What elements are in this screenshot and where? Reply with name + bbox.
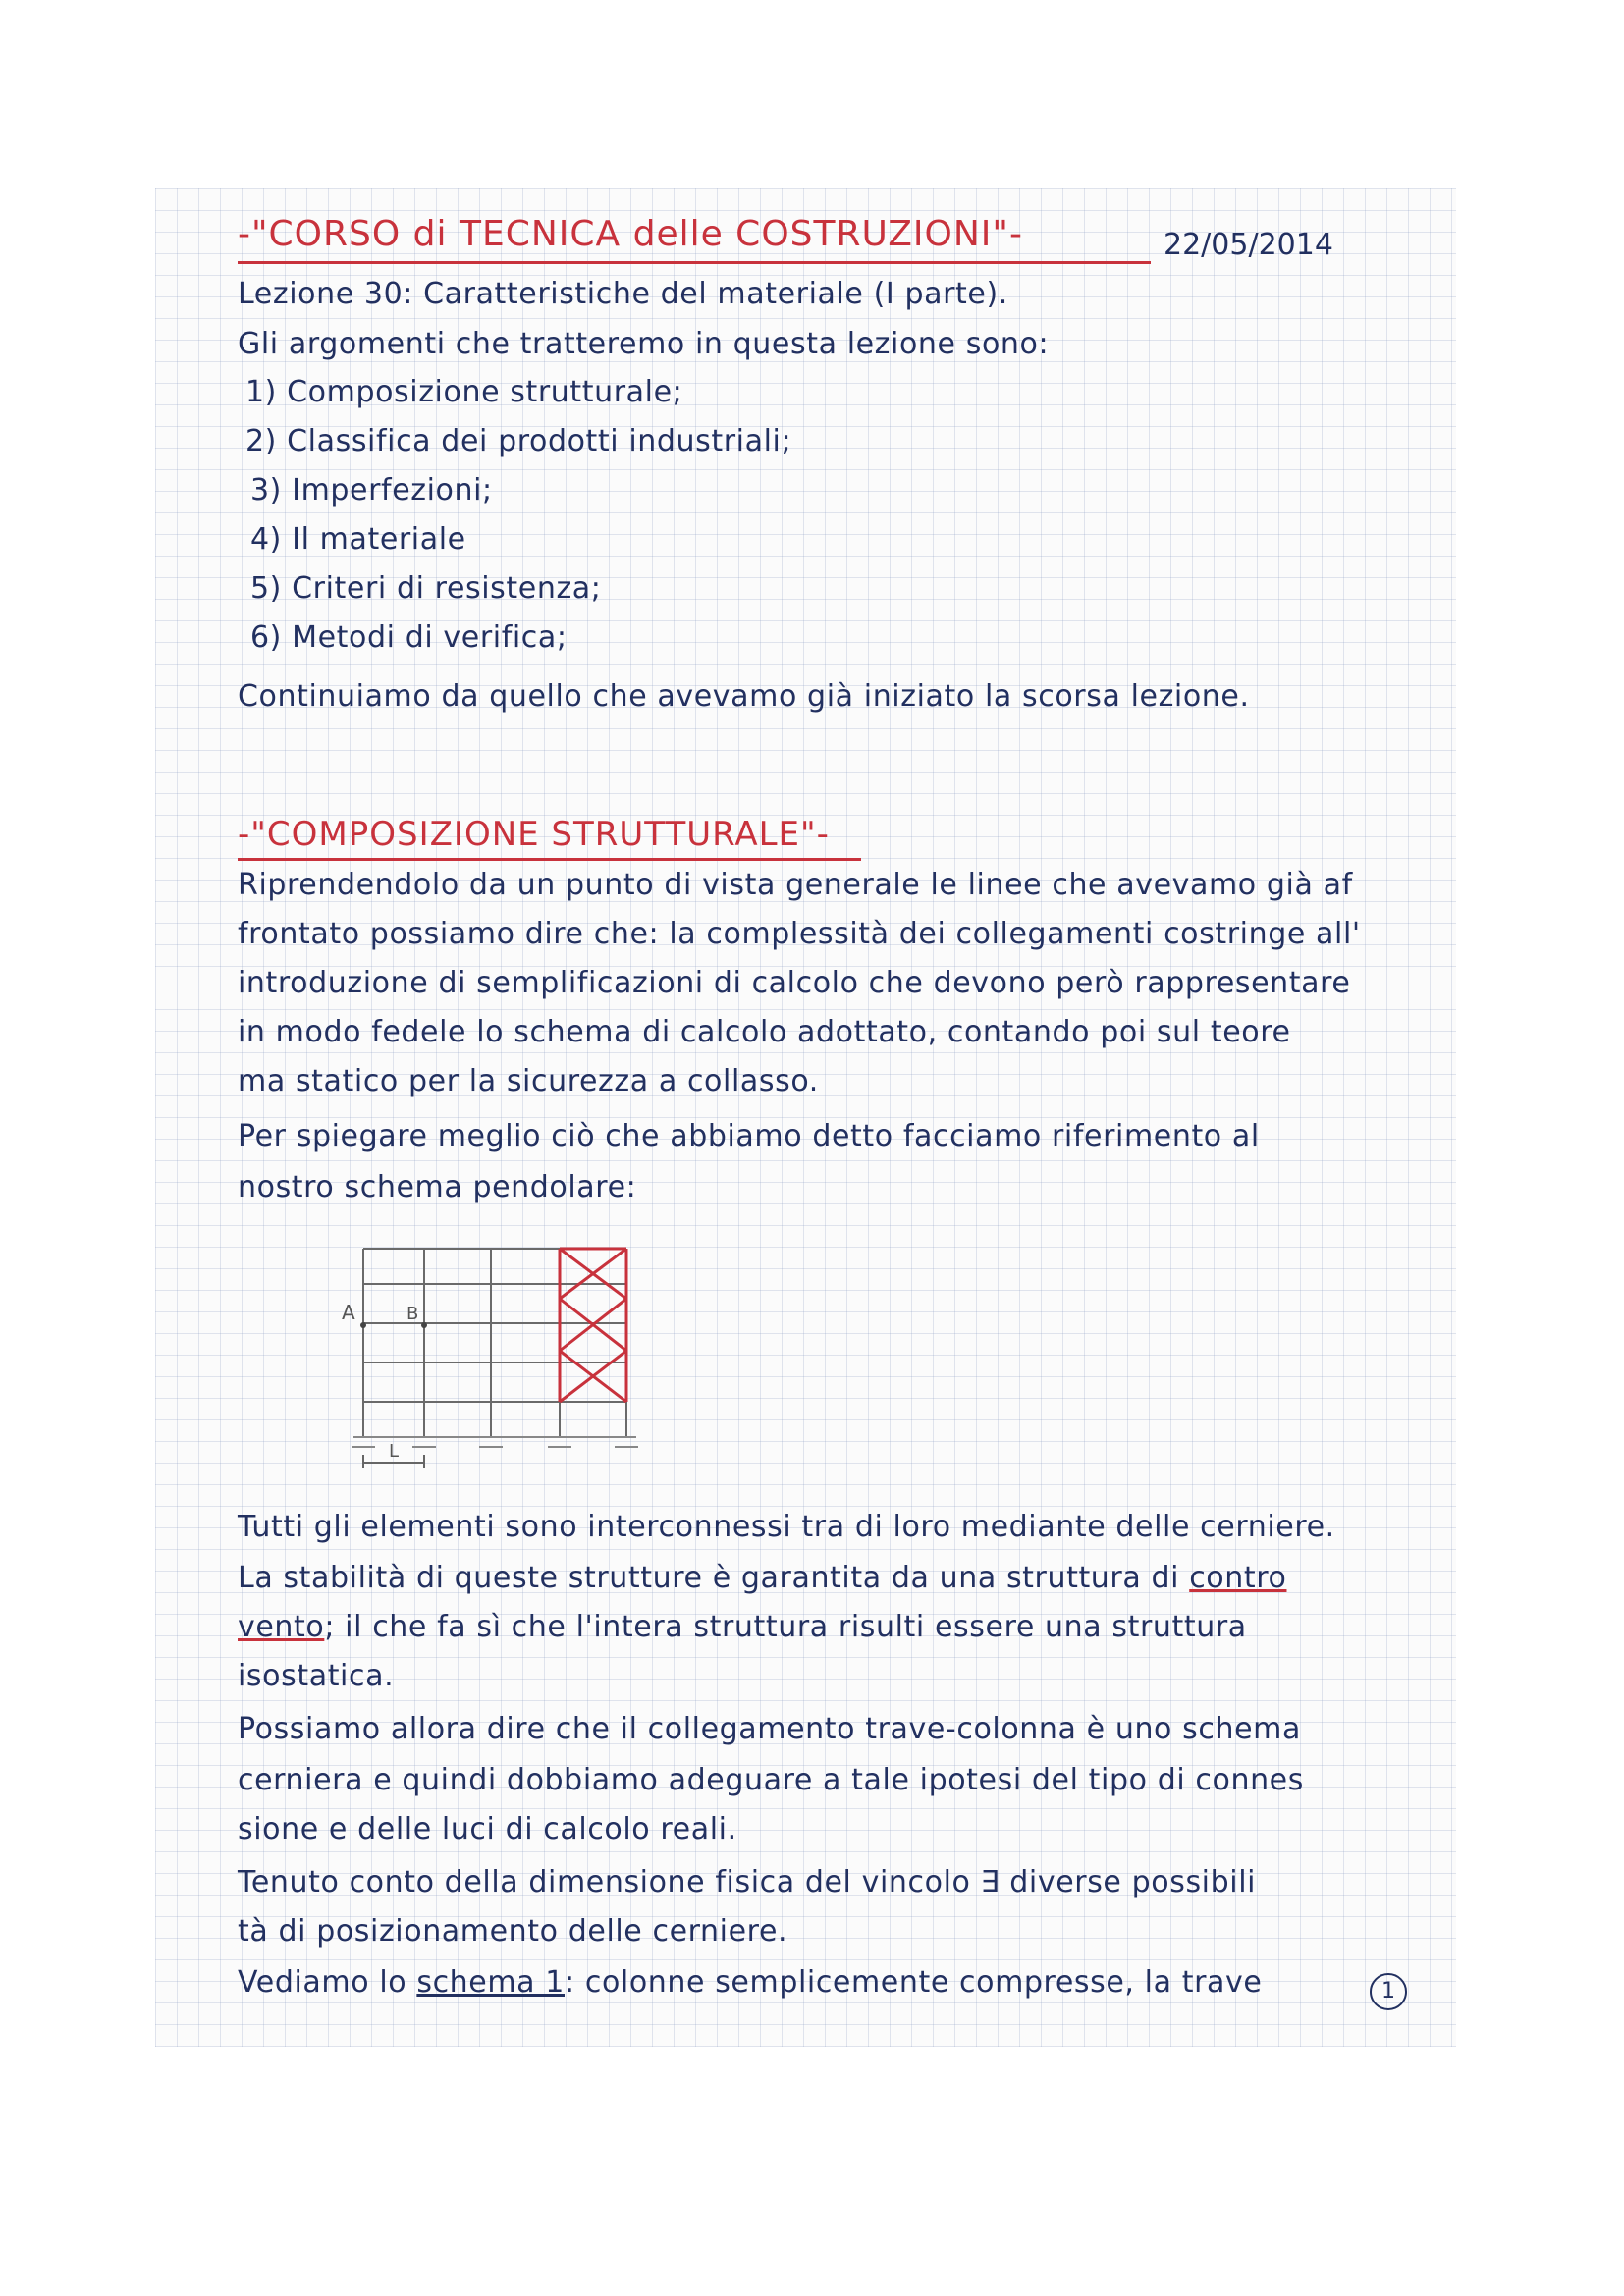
paragraph-line: Riprendendolo da un punto di vista generale le linee che avevamo già af bbox=[238, 868, 1353, 902]
topic-item: 6) Metodi di verifica; bbox=[250, 620, 568, 655]
node-a-dot bbox=[360, 1322, 366, 1328]
text-segment: : colonne semplicemente compresse, la trave bbox=[565, 1965, 1263, 2000]
node-b-dot bbox=[421, 1322, 427, 1328]
paragraph-line: ma statico per la sicurezza a collasso. bbox=[238, 1064, 819, 1098]
section-title: -"COMPOSIZIONE STRUTTURALE"- bbox=[238, 815, 830, 854]
paragraph-line: sione e delle luci di calcolo reali. bbox=[238, 1812, 737, 1846]
text-segment: ; il che fa sì che l'intera struttura risulti essere una struttura bbox=[324, 1610, 1247, 1644]
lesson-intro: Gli argomenti che tratteremo in questa lezione sono: bbox=[238, 327, 1050, 361]
paragraph-line: in modo fedele lo schema di calcolo adottato, contando poi sul teore bbox=[238, 1015, 1291, 1049]
text-segment: La stabilità di queste strutture è garantita da una struttura di bbox=[238, 1561, 1190, 1595]
topic-item: 2) Classifica dei prodotti industriali; bbox=[245, 424, 792, 458]
title-underline bbox=[238, 261, 1151, 264]
lesson-heading: Lezione 30: Caratteristiche del materiale (I parte). bbox=[238, 277, 1008, 311]
text-segment: Vediamo lo bbox=[238, 1965, 417, 2000]
section-title-underline bbox=[238, 858, 861, 861]
paragraph-line: cerniera e quindi dobbiamo adeguare a tale ipotesi del tipo di connes bbox=[238, 1763, 1304, 1797]
underlined-term: schema 1 bbox=[416, 1965, 565, 2000]
node-b-label: B bbox=[406, 1304, 419, 1324]
underlined-term: contro bbox=[1189, 1561, 1287, 1595]
topic-item: 5) Criteri di resistenza; bbox=[250, 571, 602, 606]
bracing-x-members bbox=[560, 1249, 626, 1402]
continue-text: Continuiamo da quello che avevamo già iniziato la scorsa lezione. bbox=[238, 679, 1250, 714]
topic-item: 1) Composizione strutturale; bbox=[245, 375, 683, 409]
lecture-date: 22/05/2014 bbox=[1164, 228, 1333, 262]
topic-item: 4) Il materiale bbox=[250, 522, 466, 557]
paragraph-line: Per spiegare meglio ciò che abbiamo detto facciamo riferimento al bbox=[238, 1119, 1260, 1153]
paragraph-line: frontato possiamo dire che: la complessità dei collegamenti costringe all' bbox=[238, 917, 1361, 951]
topic-item: 3) Imperfezioni; bbox=[250, 473, 493, 507]
paragraph-line bbox=[238, 1561, 1286, 1596]
paragraph-line: Tutti gli elementi sono interconnessi tra di loro mediante delle cerniere. bbox=[238, 1510, 1335, 1544]
span-label: L bbox=[389, 1441, 400, 1462]
paragraph-line: tà di posizionamento delle cerniere. bbox=[238, 1914, 788, 1949]
page-number: 1 bbox=[1370, 1973, 1407, 2010]
paragraph-line: isostatica. bbox=[238, 1659, 395, 1693]
pendular-frame-diagram bbox=[324, 1245, 658, 1470]
paragraph-line: Tenuto conto della dimensione fisica del vincolo ∃ diverse possibili bbox=[238, 1865, 1257, 1899]
paragraph-line bbox=[238, 1965, 1262, 2001]
node-a-label: A bbox=[342, 1301, 355, 1324]
paragraph-line: nostro schema pendolare: bbox=[238, 1170, 637, 1204]
course-title: -"CORSO di TECNICA delle COSTRUZIONI"- bbox=[238, 214, 1023, 254]
paragraph-line: introduzione di semplificazioni di calcolo che devono però rappresentare bbox=[238, 966, 1351, 1000]
paragraph-line: Possiamo allora dire che il collegamento trave-colonna è uno schema bbox=[238, 1712, 1301, 1746]
paragraph-line bbox=[238, 1610, 1247, 1645]
underlined-term: vento bbox=[238, 1610, 325, 1644]
